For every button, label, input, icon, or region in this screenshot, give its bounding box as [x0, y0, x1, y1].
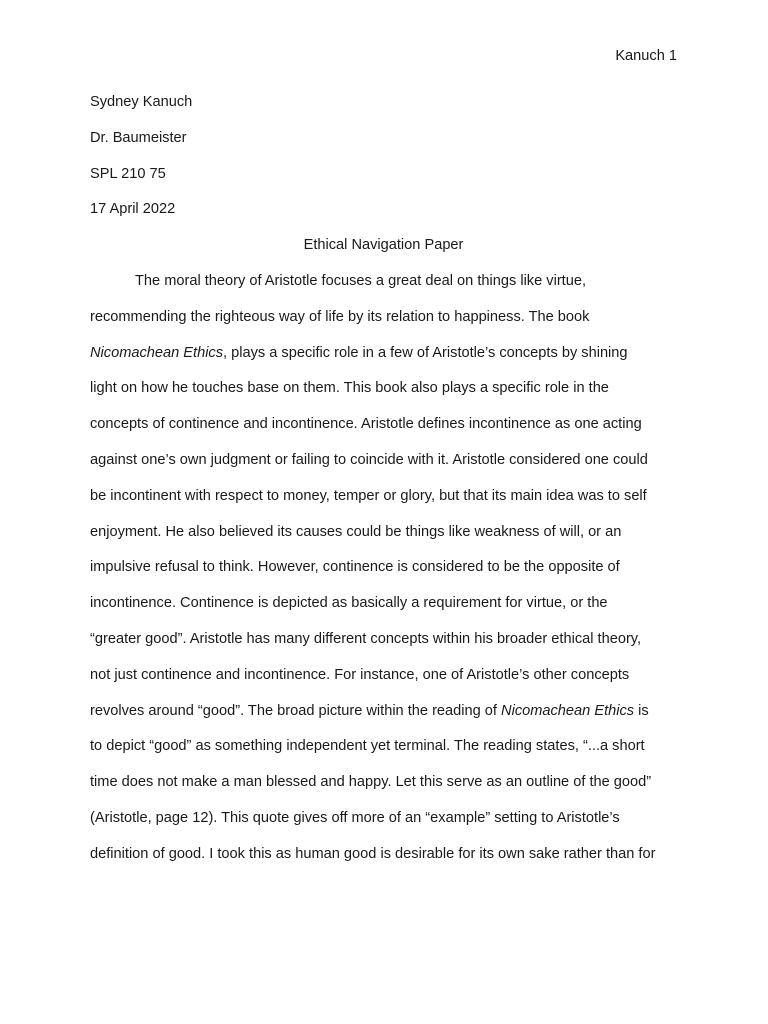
body-line: The moral theory of Aristotle focuses a great deal on things like virtue, [135, 272, 587, 289]
paper-content [90, 91, 677, 879]
course-code: SPL 210 75 [90, 165, 166, 182]
body-line: enjoyment. He also believed its causes could be things like weakness of will, or an [90, 523, 622, 540]
body-line [90, 700, 677, 736]
body-line [90, 342, 677, 378]
body-text: is [634, 702, 649, 719]
body-text: revolves around “good”. The broad picture within the reading of [90, 702, 502, 719]
body-line: concepts of continence and incontinence. Aristotle defines incontinence as one acting [90, 416, 642, 433]
body-paragraph [90, 270, 677, 879]
running-header: Kanuch 1 [615, 48, 677, 64]
book-title-italic: Nicomachean Ethics [501, 702, 635, 719]
author-name: Sydney Kanuch [90, 94, 193, 110]
paper-date: 17 April 2022 [90, 201, 176, 218]
body-line: not just continence and incontinence. For instance, one of Aristotle’s other concepts [90, 666, 630, 683]
body-line: (Aristotle, page 12). This quote gives off more of an “example” setting to Aristotle’s [90, 809, 620, 826]
body-line: “greater good”. Aristotle has many different concepts within his broader ethical theory, [90, 630, 642, 647]
body-line: time does not make a man blessed and happy. Let this serve as an outline of the good” [90, 774, 652, 791]
body-line: to depict “good” as something independent yet terminal. The reading states, “...a short [90, 738, 645, 755]
book-title-italic: Nicomachean Ethics [90, 344, 224, 361]
paper-title: Ethical Navigation Paper [303, 237, 464, 254]
body-line: incontinence. Continence is depicted as basically a requirement for virtue, or the [90, 595, 608, 612]
body-line: recommending the righteous way of life by its relation to happiness. The book [90, 308, 590, 325]
body-line: light on how he touches base on them. This book also plays a specific role in the [90, 380, 609, 397]
body-text: , plays a specific role in a few of Aristotle’s concepts by shining [223, 344, 628, 361]
body-line: impulsive refusal to think. However, continence is considered to be the opposite of [90, 559, 620, 576]
instructor-name: Dr. Baumeister [90, 129, 187, 146]
body-line: be incontinent with respect to money, temper or glory, but that its main idea was to self [90, 487, 647, 504]
body-line: definition of good. I took this as human good is desirable for its own sake rather than for [90, 845, 656, 862]
body-line: against one’s own judgment or failing to coincide with it. Aristotle considered one could [90, 451, 648, 468]
